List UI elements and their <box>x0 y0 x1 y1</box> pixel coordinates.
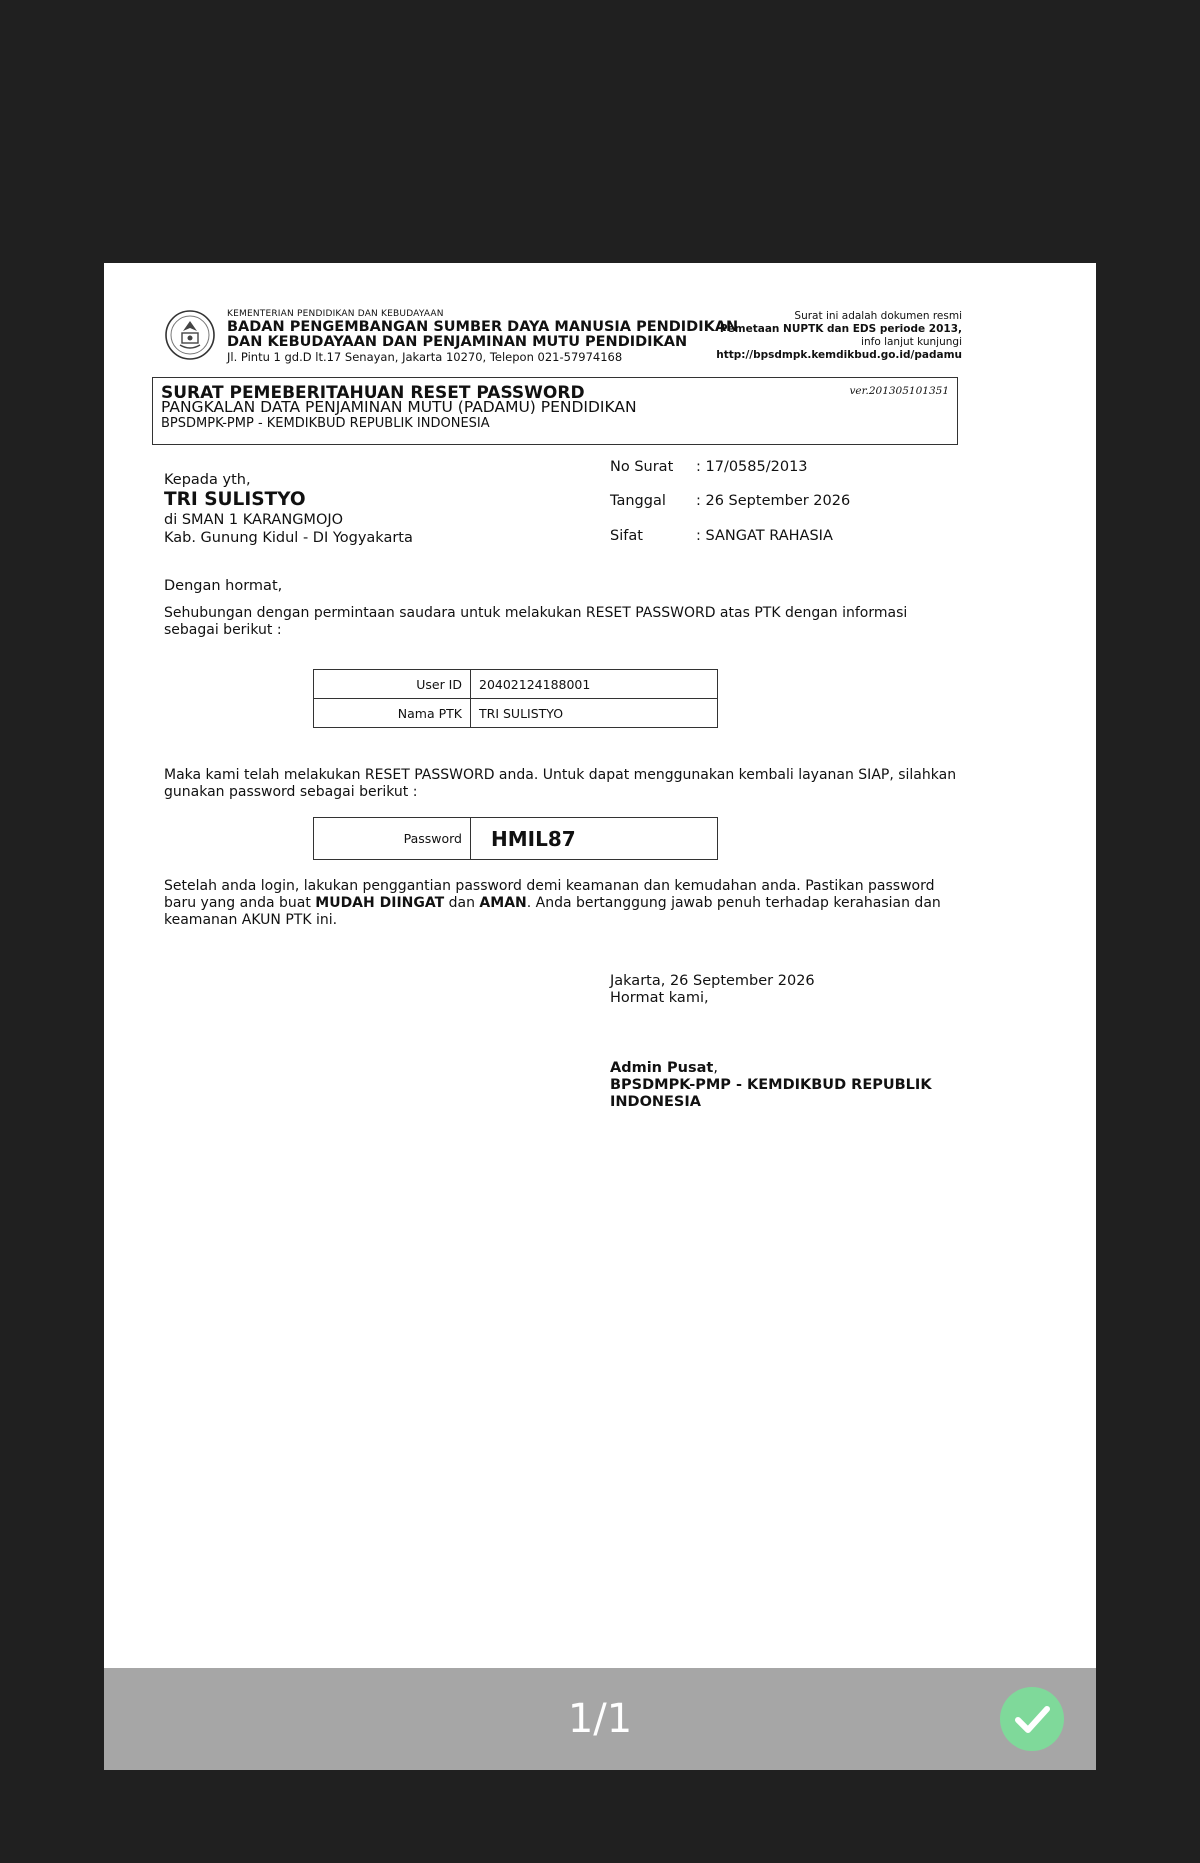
advice-text-1: Setelah anda login, lakukan penggantian password demi keamanan dan kemudahan anda. Pastikan password baru yang anda buat <box>164 878 935 911</box>
recipient-name: TRI SULISTYO <box>164 489 306 510</box>
letter-nature-value: : SANGAT RAHASIA <box>696 528 833 544</box>
table-row <box>314 818 718 860</box>
official-note-line2: Pemetaan NUPTK dan EDS periode 2013, <box>719 323 962 335</box>
signer-org-line2: INDONESIA <box>610 1094 701 1110</box>
ptk-name-value: TRI SULISTYO <box>471 699 718 728</box>
page-indicator: 1/1 <box>567 1696 633 1742</box>
viewer-footer-bar <box>104 1668 1096 1770</box>
advice-paragraph <box>164 878 964 929</box>
password-value: HMIL87 <box>471 818 718 860</box>
user-id-value: 20402124188001 <box>471 670 718 699</box>
table-row <box>314 670 718 699</box>
table-row <box>314 699 718 728</box>
salutation: Dengan hormat, <box>164 578 283 594</box>
advice-bold-2: AMAN <box>479 895 527 911</box>
password-table <box>313 817 718 860</box>
signer-name-comma: , <box>713 1060 718 1076</box>
letter-title: SURAT PEMEBERITAHUAN RESET PASSWORD <box>161 383 585 403</box>
recipient-greeting: Kepada yth, <box>164 472 251 488</box>
signer-org-line1: BPSDMPK-PMP - KEMDIKBUD REPUBLIK <box>610 1077 932 1093</box>
document-page <box>104 263 1096 1770</box>
version-code: ver.201305101351 <box>849 385 949 397</box>
letter-organization: BPSDMPK-PMP - KEMDIKBUD REPUBLIK INDONESIA <box>161 416 490 431</box>
user-id-label: User ID <box>314 670 471 699</box>
checkmark-icon <box>1000 1687 1064 1751</box>
letter-title-box <box>152 377 958 445</box>
letter-date-label: Tanggal <box>610 493 666 509</box>
advice-text-2: dan <box>444 895 480 911</box>
account-info-table <box>313 669 718 728</box>
reset-paragraph: Maka kami telah melakukan RESET PASSWORD anda. Untuk dapat menggunakan kembali layanan SIAP, silahkan gunakan password sebagai berikut : <box>164 767 957 800</box>
ptk-name-label: Nama PTK <box>314 699 471 728</box>
signer-name-text: Admin Pusat <box>610 1060 714 1076</box>
advice-bold-1: MUDAH DIINGAT <box>315 895 445 911</box>
agency-address: Jl. Pintu 1 gd.D lt.17 Senayan, Jakarta 10270, Telepon 021-57974168 <box>227 350 623 364</box>
official-note-line1: Surat ini adalah dokumen resmi <box>794 310 962 322</box>
done-button[interactable] <box>1000 1687 1064 1751</box>
signer-name <box>610 1060 718 1076</box>
intro-paragraph: Sehubungan dengan permintaan saudara untuk melakukan RESET PASSWORD atas PTK dengan informasi sebagai berikut : <box>164 605 908 638</box>
letter-number-value: : 17/0585/2013 <box>696 459 808 475</box>
official-note-url[interactable]: http://bpsdmpk.kemdikbud.go.id/padamu <box>716 349 962 361</box>
official-note-line3: info lanjut kunjungi <box>861 336 962 348</box>
recipient-region: Kab. Gunung Kidul - DI Yogyakarta <box>164 530 413 546</box>
ministry-name: KEMENTERIAN PENDIDIKAN DAN KEBUDAYAAN <box>227 309 444 319</box>
password-label: Password <box>314 818 471 860</box>
advice-text-3: . Anda bertanggung jawab penuh terhadap kerahasian dan keamanan AKUN PTK ini. <box>164 895 941 928</box>
letter-subtitle: PANGKALAN DATA PENJAMINAN MUTU (PADAMU) PENDIDIKAN <box>161 398 637 416</box>
closing-place-date: Jakarta, 26 September 2026 <box>610 973 815 989</box>
letter-date-value: : 26 September 2026 <box>696 493 851 509</box>
tut-wuri-handayani-logo <box>164 309 216 361</box>
agency-name-line2: DAN KEBUDAYAAN DAN PENJAMINAN MUTU PENDIDIKAN <box>227 334 688 350</box>
closing-regards: Hormat kami, <box>610 990 709 1006</box>
recipient-school: di SMAN 1 KARANGMOJO <box>164 512 344 528</box>
letter-nature-label: Sifat <box>610 528 643 544</box>
agency-name-line1: BADAN PENGEMBANGAN SUMBER DAYA MANUSIA PENDIDIKAN <box>227 319 739 335</box>
letter-number-label: No Surat <box>610 459 674 475</box>
